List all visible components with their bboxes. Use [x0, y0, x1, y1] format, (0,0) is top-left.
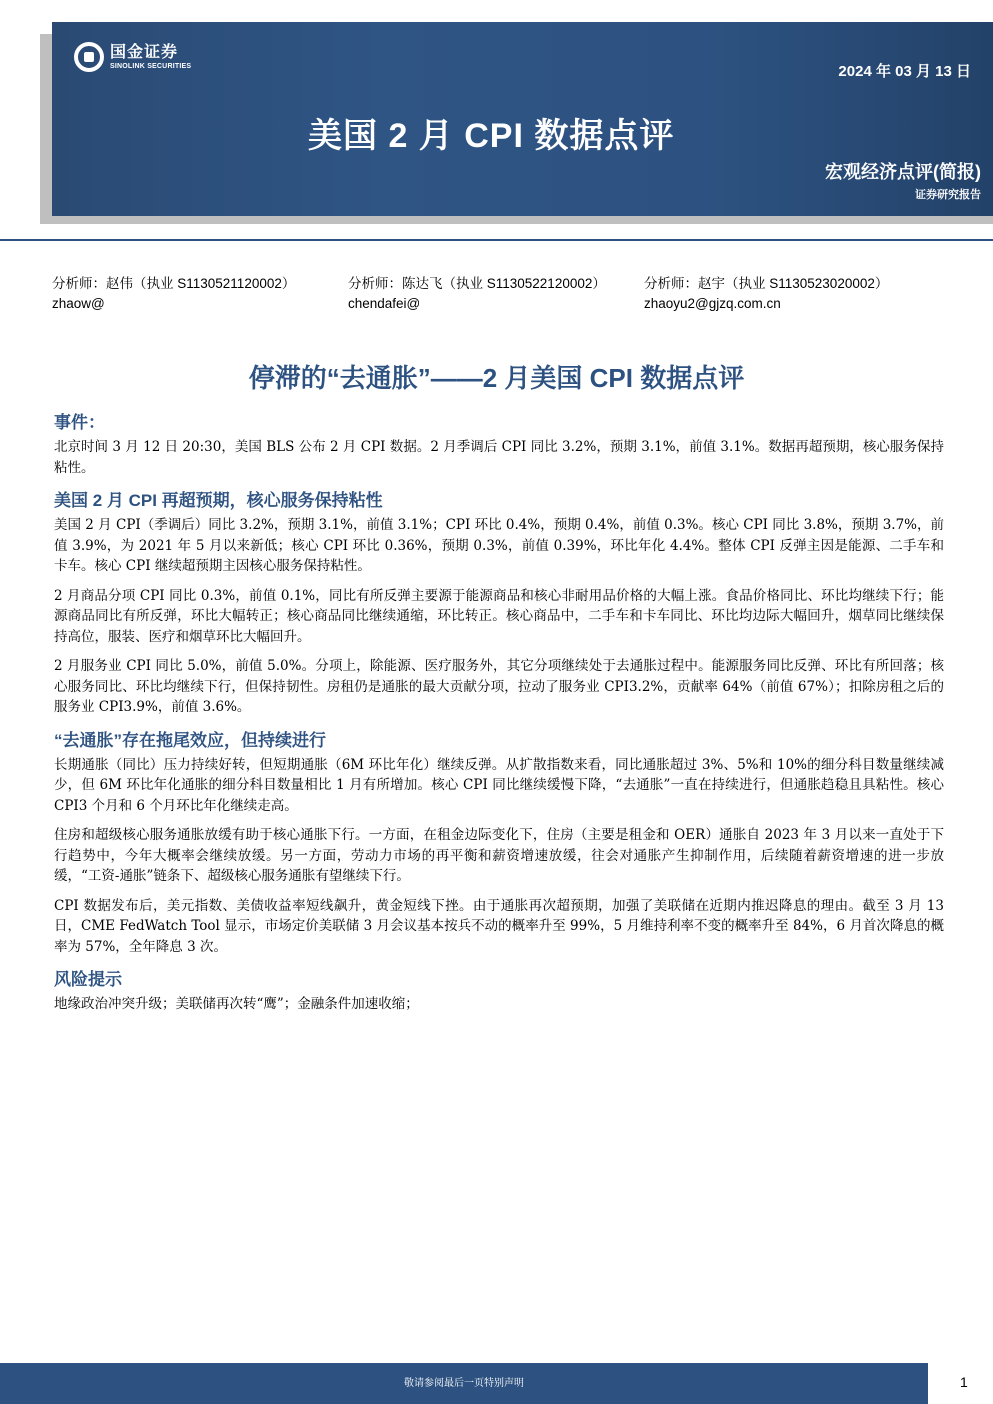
report-body: [54, 412, 944, 1015]
section-title-cpi: 美国 2 月 CPI 再超预期，核心服务保持粘性: [54, 491, 383, 510]
paragraph: CPI 数据发布后，美元指数、美债收益率短线飙升，黄金短线下挫。由于通胀再次超预期，加强了美联储在近期内推迟降息的理由。截至 3 月 13 日，CME FedWatch Tool 显示，市场定价美联储 3 月会议基本按兵不动的概率升至 99%，5 月维持利率不变的概率升至 84%，6 月首次降息的概率为 57%，全年降息 3 次。: [54, 897, 944, 955]
analyst-1-email: zhaow@: [52, 296, 105, 311]
paragraph: 长期通胀（同比）压力持续好转，但短期通胀（6M 环比年化）继续反弹。从扩散指数来看，同比通胀超过 3%、5%和 10%的细分科目数量继续减少，但 6M 环比年化通胀的细分科目数量相比 1 月有所增加。核心 CPI 同比继续缓慢下降，“去通胀”一直在持续进行，但通胀趋稳且具粘性。核心 CPI3 个月和 6 个月环比年化继续走高。: [54, 756, 944, 814]
paragraph: 美国 2 月 CPI（季调后）同比 3.2%，预期 3.1%，前值 3.1%；CPI 环比 0.4%，预期 0.4%，前值 0.3%。核心 CPI 同比 3.8%，预期 3.7%，前值 3.9%，为 2021 年 5 月以来新低；核心 CPI 环比 0.36%，预期 0.3%，前值 0.39%，环比年化 4.4%。整体 CPI 反弹主因是能源、二手车和卡车。核心 CPI 继续超预期主因核心服务保持粘性。: [54, 517, 944, 574]
analyst-3-email: zhaoyu2@gjzq.com.cn: [644, 296, 781, 311]
logo-cn: 国金证券: [110, 43, 179, 61]
analyst-3: [644, 274, 888, 314]
report-date: 2024 年 03 月 13 日: [838, 63, 971, 80]
analyst-2-label: 分析师：陈达飞（执业 S1130522120002）: [348, 276, 606, 291]
analyst-3-label: 分析师：赵宇（执业 S1130523020002）: [644, 276, 889, 291]
report-title: 美国 2 月 CPI 数据点评: [308, 117, 675, 155]
report-type: 证券研究报告: [915, 189, 981, 201]
section-title-disinflation: “去通胀”存在拖尾效应，但持续进行: [54, 730, 326, 750]
page-number: 1: [960, 1374, 968, 1390]
logo-icon: [74, 42, 104, 72]
report-headline: 停滞的“去通胀”——2 月美国 CPI 数据点评: [248, 363, 745, 393]
company-logo: [74, 42, 191, 72]
paragraph: 北京时间 3 月 12 日 20:30，美国 BLS 公布 2 月 CPI 数据。2 月季调后 CPI 同比 3.2%，预期 3.1%，前值 3.1%。数据再超预期，核心服务保持粘性。: [54, 439, 944, 476]
analyst-1: [52, 274, 295, 314]
header-divider: [0, 239, 993, 241]
paragraph: 2 月服务业 CPI 同比 5.0%，前值 5.0%。分项上，除能源、医疗服务外，其它分项继续处于去通胀过程中。能源服务同比反弹、环比有所回落；核心服务同比、环比均继续下行，但保持韧性。房租仍是通胀的最大贡献分项，拉动了服务业 CPI3.2%，贡献率 64%（前值 67%）；扣除房租之后的服务业 CPI3.9%，前值 3.6%。: [54, 658, 944, 715]
section-title-risk: 风险提示: [54, 970, 122, 989]
analyst-2-email: chendafei@: [348, 296, 421, 311]
footer-disclaimer: 敬请参阅最后一页特别声明: [0, 1363, 928, 1404]
paragraph: 地缘政治冲突升级；美联储再次转“鹰”；金融条件加速收缩；: [54, 996, 419, 1012]
analyst-1-label: 分析师：赵伟（执业 S1130521120002）: [52, 276, 296, 291]
paragraph: 住房和超级核心服务通胀放缓有助于核心通胀下行。一方面，在租金边际变化下，住房（主要是租金和 OER）通胀自 2023 年 3 月以来一直处于下行趋势中，今年大概率会继续放缓。另一方面，劳动力市场的再平衡和薪资增速放缓，往会对通胀产生抑制作用，后续随着薪资增速的进一步放缓，“工资-通胀”链条下、超级核心服务通胀有望继续下行。: [54, 827, 944, 884]
section-title-event: 事件：: [54, 413, 105, 432]
report-banner: [52, 22, 993, 216]
report-category: 宏观经济点评(简报): [825, 162, 981, 182]
paragraph: 2 月商品分项 CPI 同比 0.3%，前值 0.1%，同比有所反弹主要源于能源商品和核心非耐用品价格的大幅上涨。食品价格同比、环比均继续下行；能源商品同比有所反弹，环比大幅转正；核心商品同比继续通缩，环比转正。核心商品中，二手车和卡车同比、环比均边际大幅回升，烟草同比继续保持高位，服装、医疗和烟草环比大幅回升。: [54, 587, 944, 645]
logo-en: SINOLINK SECURITIES: [110, 62, 192, 70]
analyst-2: [348, 274, 606, 314]
analyst-list: [52, 274, 952, 314]
